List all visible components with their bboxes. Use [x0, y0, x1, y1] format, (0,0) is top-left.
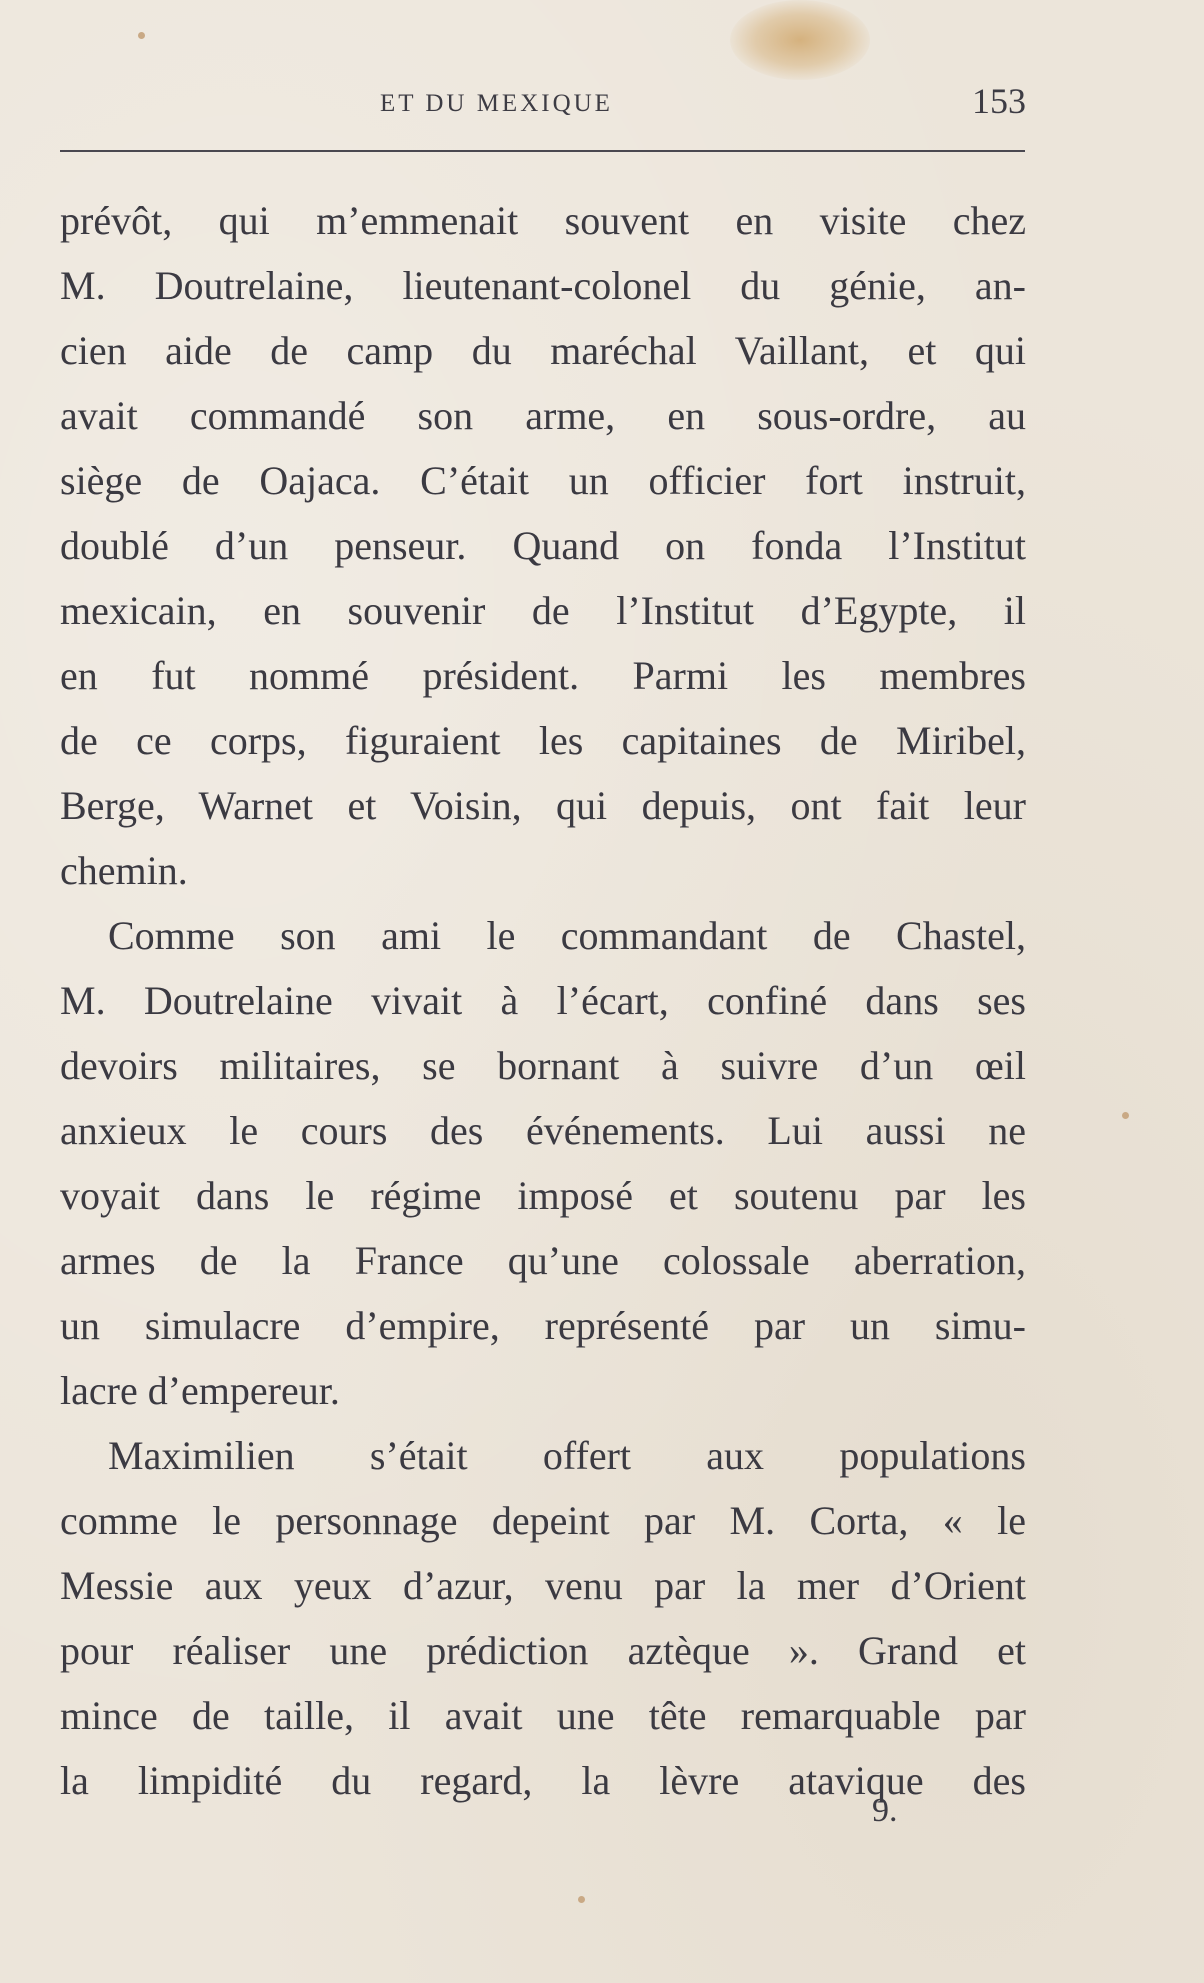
- running-title: ET DU MEXIQUE: [380, 90, 613, 117]
- text-line: mince de taille, il avait une tête remarquable par: [60, 1693, 1026, 1738]
- text-line: mexicain, en souvenir de l’Institut d’Egypte, il: [60, 588, 1026, 633]
- text-line: Messie aux yeux d’azur, venu par la mer d’Orient: [60, 1563, 1026, 1608]
- page-header: [60, 78, 1026, 128]
- text-line: voyait dans le régime imposé et soutenu par les: [60, 1173, 1026, 1218]
- text-line: Berge, Warnet et Voisin, qui depuis, ont fait leur: [60, 783, 1026, 828]
- paper-stain: [730, 0, 870, 80]
- text-line: armes de la France qu’une colossale aberration,: [60, 1238, 1026, 1283]
- text-line: comme le personnage depeint par M. Corta, « le: [60, 1498, 1026, 1543]
- text-line: Comme son ami le commandant de Chastel,: [108, 913, 1026, 958]
- text-line: un simulacre d’empire, représenté par un simu-: [60, 1303, 1026, 1348]
- paper-speck: [1122, 1112, 1129, 1119]
- text-line: avait commandé son arme, en sous-ordre, au: [60, 393, 1026, 438]
- text-line: siège de Oajaca. C’était un officier fort instruit,: [60, 458, 1026, 503]
- text-line: chemin.: [60, 848, 188, 893]
- header-rule: [60, 150, 1025, 152]
- text-line: lacre d’empereur.: [60, 1368, 340, 1413]
- text-line: de ce corps, figuraient les capitaines de Miribel,: [60, 718, 1026, 763]
- text-line: M. Doutrelaine, lieutenant-colonel du génie, an-: [60, 263, 1026, 308]
- signature-mark: 9.: [872, 1792, 898, 1829]
- text-line: pour réaliser une prédiction aztèque ». Grand et: [60, 1628, 1026, 1673]
- paper-speck: [138, 32, 145, 39]
- text-line: anxieux le cours des événements. Lui aussi ne: [60, 1108, 1026, 1153]
- text-line: la limpidité du regard, la lèvre atavique des: [60, 1758, 1026, 1803]
- text-line: devoirs militaires, se bornant à suivre d’un œil: [60, 1043, 1026, 1088]
- text-line: doublé d’un penseur. Quand on fonda l’Institut: [60, 523, 1026, 568]
- text-line: M. Doutrelaine vivait à l’écart, confiné dans ses: [60, 978, 1026, 1023]
- text-line: cien aide de camp du maréchal Vaillant, et qui: [60, 328, 1026, 373]
- text-line: Maximilien s’était offert aux populations: [108, 1433, 1026, 1478]
- text-line: prévôt, qui m’emmenait souvent en visite chez: [60, 198, 1026, 243]
- paper-speck: [578, 1896, 585, 1903]
- page-number: 153: [972, 81, 1026, 121]
- text-line: en fut nommé président. Parmi les membres: [60, 653, 1026, 698]
- body-text: [60, 188, 1040, 1813]
